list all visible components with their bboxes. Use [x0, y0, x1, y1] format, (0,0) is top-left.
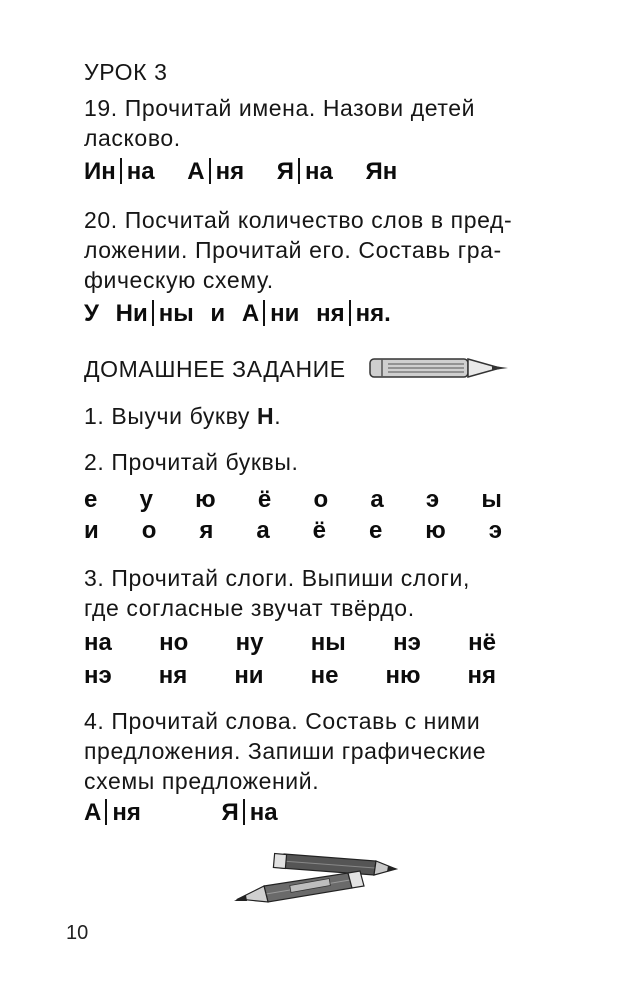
sentence-word: Ни ны [115, 300, 194, 327]
syllable-divider [120, 158, 122, 184]
name-word: Ин на [84, 158, 155, 185]
sentence-word: и [210, 300, 226, 327]
letter: я [199, 517, 214, 544]
syllable-divider [298, 158, 300, 184]
syllable: нё [468, 629, 496, 656]
letter: ы [481, 486, 502, 513]
exercise-19-names [84, 158, 397, 186]
letter: и [84, 517, 99, 544]
homework-title: ДОМАШНЕЕ ЗАДАНИЕ [84, 356, 346, 382]
letter: о [313, 486, 329, 513]
sentence-word: ня ня. [316, 300, 391, 327]
exercise-20-line-1: 20. Посчитай количество слов в пред- [84, 207, 513, 233]
syllable: ня [158, 662, 188, 689]
syllable-divider [105, 799, 107, 825]
syllable-divider [243, 799, 245, 825]
task-4-word: А ня [84, 799, 141, 826]
task-4-words [84, 799, 278, 827]
exercise-19-line-2: ласково. [84, 125, 181, 151]
exercise-20-instruction [84, 205, 512, 295]
exercise-19-instruction [84, 93, 475, 153]
sentence-word: А ни [241, 300, 300, 327]
task-4-line-2: предложения. Запиши графические [84, 738, 487, 764]
syllable: нэ [84, 662, 112, 689]
letter: е [84, 486, 98, 513]
syllable: нэ [393, 629, 421, 656]
pencils-illustration [228, 848, 408, 914]
syllable-divider [263, 300, 265, 326]
exercise-19-line-1: 19. Прочитай имена. Назови детей [84, 95, 476, 121]
letters-row-2 [84, 517, 502, 545]
syllable-divider [152, 300, 154, 326]
syllable: ня [467, 662, 496, 689]
name-word: Я на [276, 158, 333, 185]
lesson-title: УРОК 3 [84, 59, 168, 85]
homework-task-4 [84, 706, 486, 796]
letter: ю [195, 486, 216, 513]
syllable: ни [234, 662, 264, 689]
homework-task-1: 1. Выучи букву Н. [84, 403, 282, 429]
task-3-line-1: 3. Прочитай слоги. Выпиши слоги, [84, 565, 470, 591]
name-word: А ня [187, 158, 245, 185]
exercise-20-sentence [84, 300, 391, 328]
homework-task-2: 2. Прочитай буквы. [84, 449, 299, 475]
exercise-20-line-3: фическую схему. [84, 267, 274, 293]
letter: у [139, 486, 153, 513]
letter: е [368, 517, 383, 544]
letter: а [256, 517, 270, 544]
name-word: Ян [365, 158, 398, 185]
syllable: но [159, 629, 189, 656]
syllable: ню [385, 662, 421, 689]
syllable: ны [310, 629, 346, 656]
letter: ё [257, 486, 272, 513]
letter: ё [312, 517, 326, 544]
syllable: не [310, 662, 339, 689]
syllables-row-2 [84, 662, 496, 690]
letter: о [141, 517, 157, 544]
letter: э [425, 486, 440, 513]
sentence-word: У [84, 300, 99, 327]
letter: ю [425, 517, 446, 544]
task-4-word: Я на [221, 799, 278, 826]
syllable: на [84, 629, 112, 656]
task-3-line-2: где согласные звучат твёрдо. [84, 595, 415, 621]
task-4-line-1: 4. Прочитай слова. Составь с ними [84, 708, 481, 734]
task-1-letter: Н [257, 403, 275, 429]
letter: э [488, 517, 502, 544]
letter: а [370, 486, 384, 513]
syllable-divider [209, 158, 211, 184]
pencil-icon [368, 356, 512, 380]
homework-task-3 [84, 563, 470, 623]
syllable-divider [349, 300, 351, 326]
page-number: 10 [66, 922, 89, 944]
syllable: ну [235, 629, 264, 656]
letters-row-1 [84, 486, 502, 514]
task-4-line-3: схемы предложений. [84, 768, 320, 794]
syllables-row-1 [84, 629, 496, 657]
exercise-20-line-2: ложении. Прочитай его. Составь гра- [84, 237, 502, 263]
